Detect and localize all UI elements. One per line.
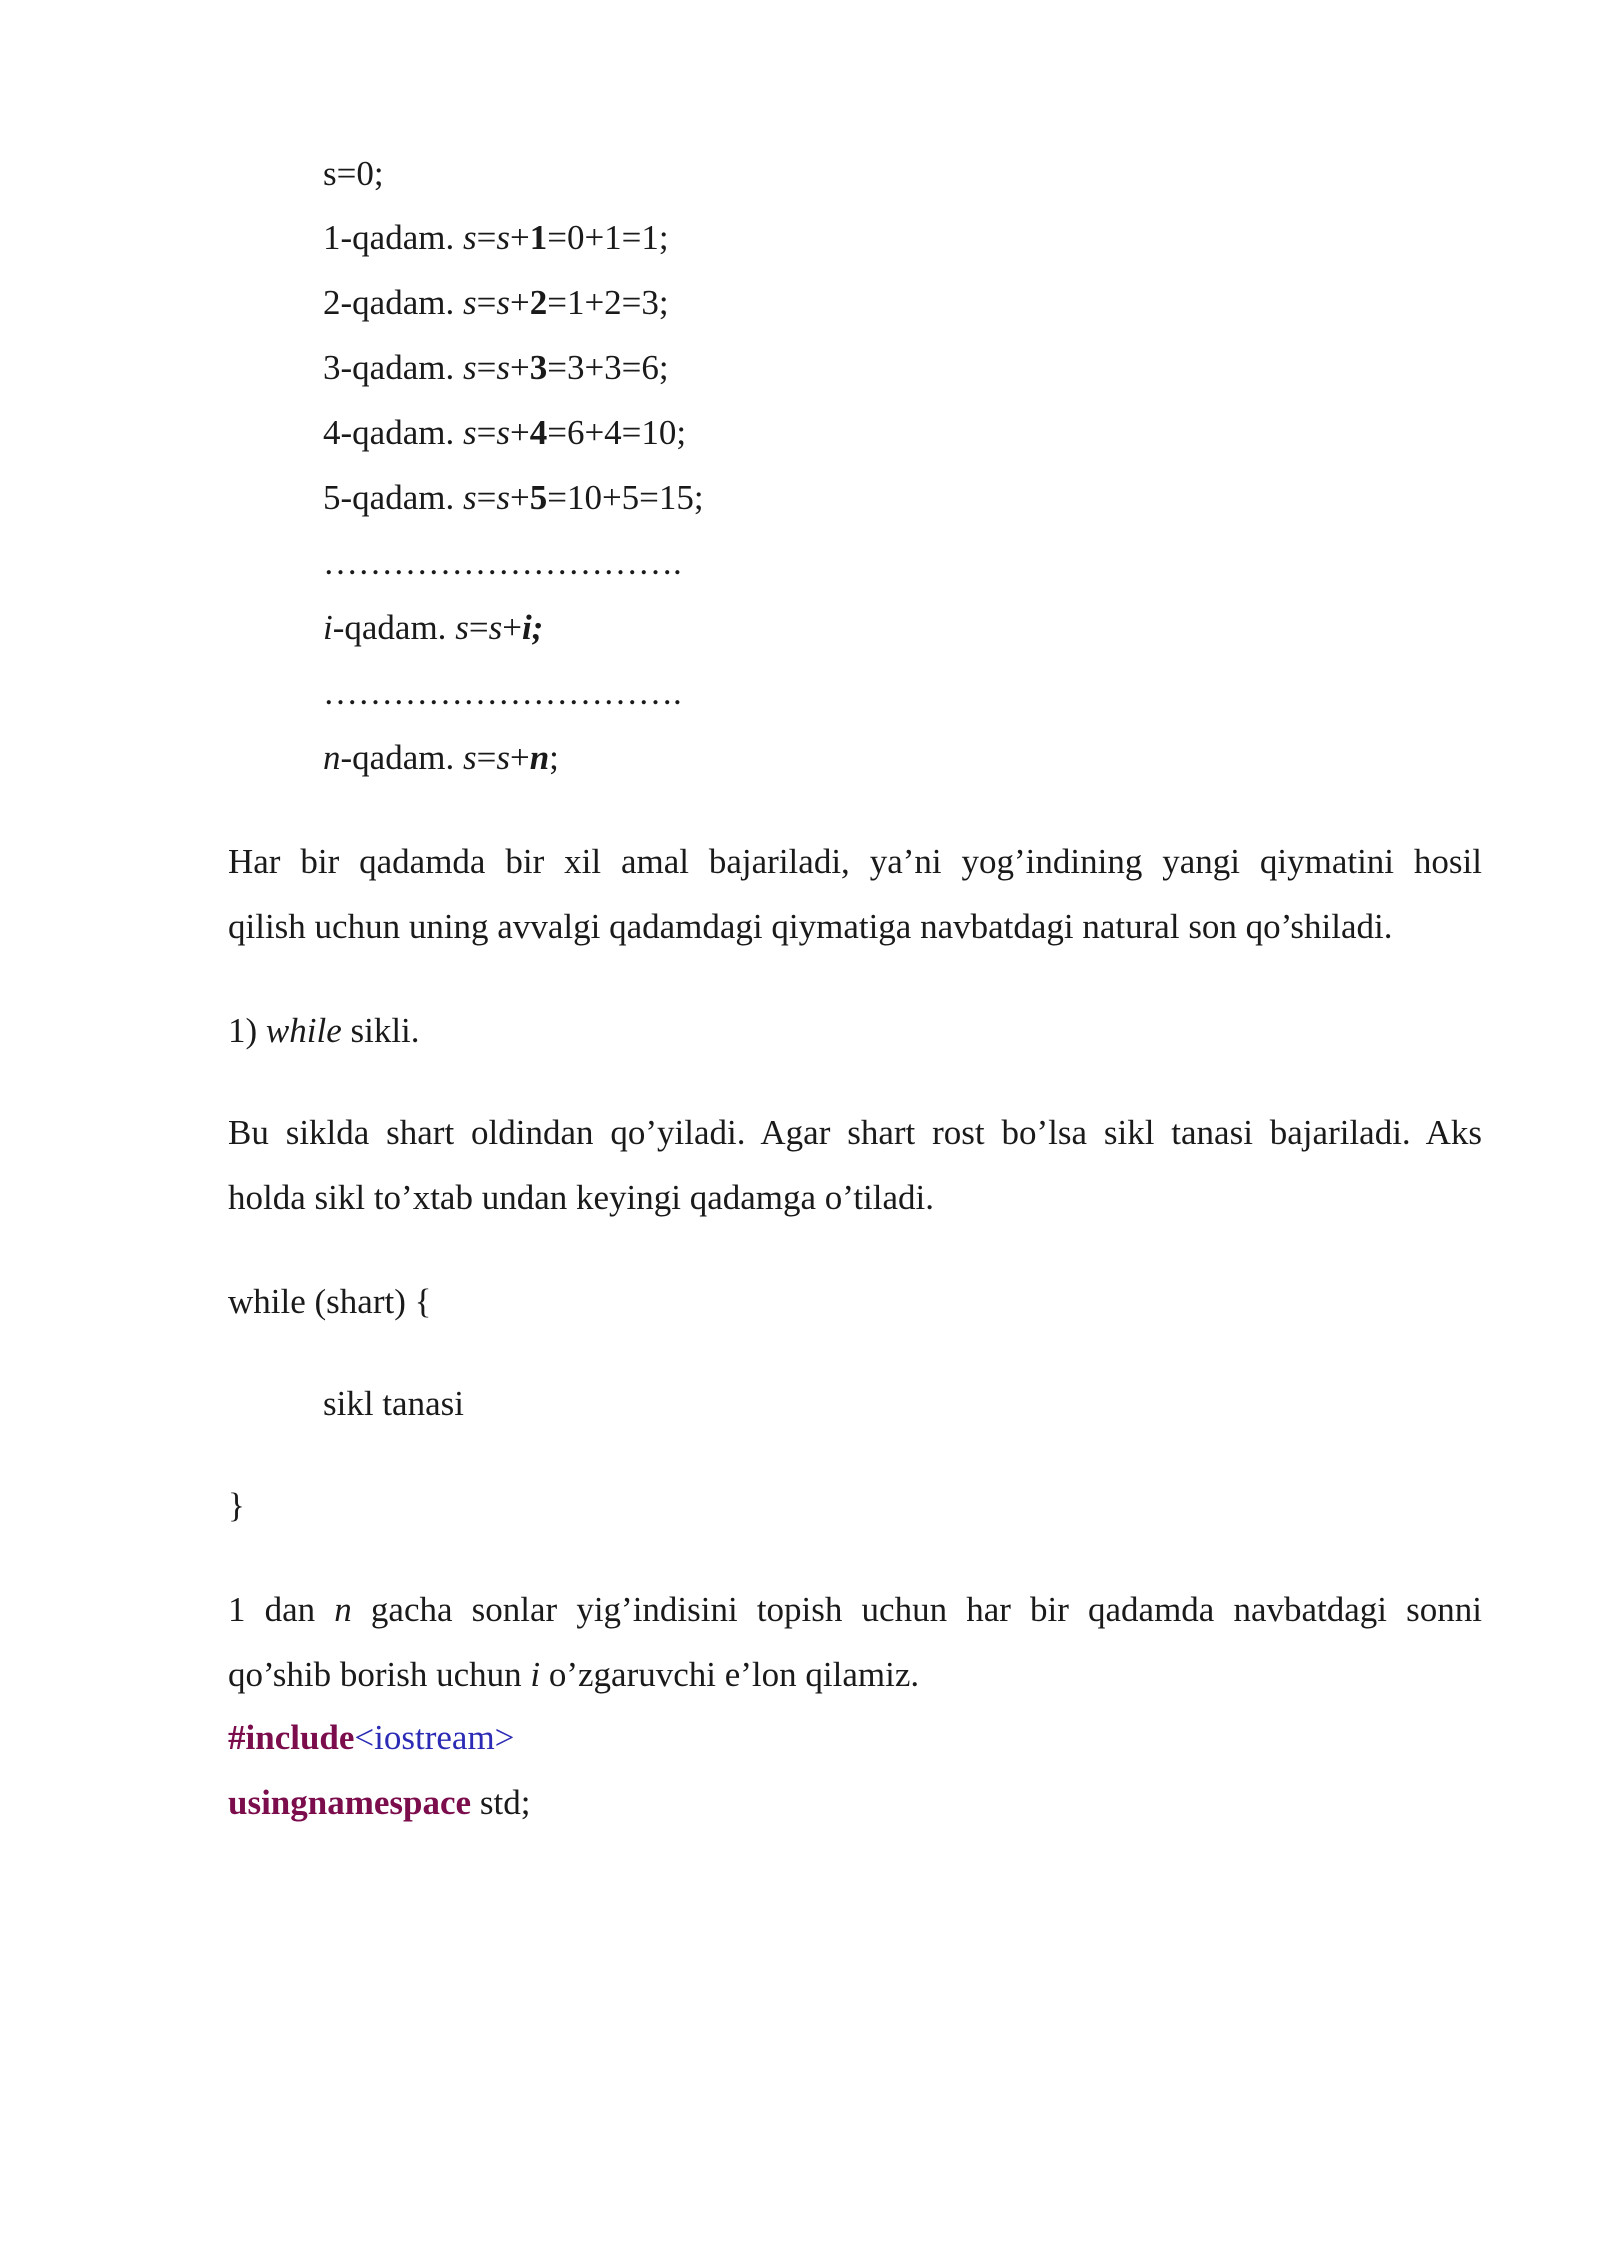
step-row-3 <box>323 346 669 390</box>
paragraph-1-line-2 <box>228 905 1482 949</box>
paragraph-3-line-1 <box>228 1588 1482 1632</box>
var-i: i <box>530 1655 541 1694</box>
syntax-text: } <box>228 1486 245 1525</box>
step-row-5 <box>323 476 704 520</box>
eq-sign: = <box>476 413 497 452</box>
section-keyword: while <box>265 1011 342 1050</box>
step-calc: =3+3=6; <box>547 348 669 387</box>
code-keyword: usingnamespace <box>228 1783 472 1822</box>
paragraph-2-line-2 <box>228 1176 1482 1220</box>
section-title: sikli. <box>341 1011 420 1050</box>
code-include-line <box>228 1716 1482 1760</box>
step-label: -qadam. <box>332 608 456 647</box>
var-n: n <box>323 738 341 777</box>
plus-sign: + <box>509 218 530 257</box>
var-s: s <box>455 608 469 647</box>
step-label: 1-qadam. <box>323 218 463 257</box>
plus-sign: + <box>509 283 530 322</box>
syntax-open <box>228 1280 1482 1324</box>
step-row-4 <box>323 411 686 455</box>
var-i: i <box>323 608 333 647</box>
eq-sign: = <box>476 348 497 387</box>
var-s: s <box>496 348 510 387</box>
var-n: n <box>334 1590 352 1629</box>
step-number: 4 <box>529 413 548 452</box>
plus-sign: + <box>509 738 530 777</box>
ellipsis-text: …………………………. <box>323 543 682 582</box>
var-s: s <box>496 283 510 322</box>
plus-sign: + <box>509 413 530 452</box>
var-i-bold: i; <box>521 608 544 647</box>
step-row-n <box>323 736 559 780</box>
syntax-body <box>323 1382 464 1426</box>
var-s: s <box>462 283 477 322</box>
semicolon: ; <box>549 738 559 777</box>
syntax-text: while (shart) { <box>228 1282 432 1321</box>
paragraph-text: o’zgaruvchi e’lon qilamiz. <box>540 1655 920 1694</box>
var-s: s <box>496 413 510 452</box>
ellipsis-text: …………………………. <box>323 673 682 712</box>
ellipsis-row <box>323 671 682 715</box>
plus-sign: + <box>502 608 522 647</box>
section-heading <box>228 1009 1482 1053</box>
eq-sign: = <box>476 218 497 257</box>
eq-sign: = <box>476 283 497 322</box>
step-row-1 <box>323 216 669 260</box>
paragraph-text: 1 dan <box>228 1590 335 1629</box>
plus-sign: + <box>509 478 530 517</box>
step-number: 3 <box>529 348 548 387</box>
step-calc: =6+4=10; <box>547 413 687 452</box>
step-number: 1 <box>529 218 548 257</box>
step-label: 3-qadam. <box>323 348 463 387</box>
syntax-text: sikl tanasi <box>323 1384 464 1423</box>
paragraph-text: holda sikl to’xtab undan keyingi qadamga o’tiladi. <box>228 1178 935 1217</box>
paragraph-text: qilish uchun uning avvalgi qadamdagi qiymatiga navbatdagi natural son qo’shiladi. <box>228 907 1393 946</box>
step-calc: =1+2=3; <box>547 283 669 322</box>
step-init-text: s=0; <box>323 154 384 193</box>
var-s: s <box>496 478 510 517</box>
step-calc: =10+5=15; <box>547 478 704 517</box>
code-text: std; <box>471 1783 531 1822</box>
code-header: <iostream> <box>354 1718 515 1757</box>
plus-sign: + <box>509 348 530 387</box>
paragraph-1-line-1 <box>228 840 1482 884</box>
step-number: 2 <box>529 283 548 322</box>
step-init <box>323 152 384 196</box>
ellipsis-row <box>323 541 682 585</box>
syntax-close <box>228 1484 1482 1528</box>
var-s: s <box>496 218 510 257</box>
var-s: s <box>462 413 477 452</box>
var-s: s <box>462 218 477 257</box>
paragraph-text: Bu siklda shart oldindan qo’yiladi. Agar shart rost bo’lsa sikl tanasi bajariladi. Aks <box>228 1113 1482 1152</box>
eq-sign: = <box>476 738 497 777</box>
step-row-2 <box>323 281 669 325</box>
var-s: s <box>462 478 477 517</box>
eq-sign: = <box>476 478 497 517</box>
code-using-line <box>228 1781 1482 1825</box>
step-label: -qadam. <box>340 738 463 777</box>
paragraph-text: Har bir qadamda bir xil amal bajariladi, ya’ni yog’indining yangi qiymatini hosil <box>228 842 1482 881</box>
var-s: s <box>496 738 510 777</box>
step-calc: =0+1=1; <box>547 218 669 257</box>
code-keyword: #include <box>228 1718 355 1757</box>
var-s: s <box>462 738 477 777</box>
paragraph-text: qo’shib borish uchun <box>228 1655 531 1694</box>
step-number: 5 <box>529 478 548 517</box>
var-s: s <box>488 608 503 647</box>
section-number: 1) <box>228 1011 266 1050</box>
step-row-i <box>323 606 543 650</box>
var-n-bold: n <box>529 738 550 777</box>
step-label: 5-qadam. <box>323 478 463 517</box>
paragraph-2-line-1 <box>228 1111 1482 1155</box>
paragraph-3-line-2 <box>228 1653 1482 1697</box>
step-label: 4-qadam. <box>323 413 463 452</box>
eq-sign: = <box>468 608 489 647</box>
var-s: s <box>462 348 477 387</box>
step-label: 2-qadam. <box>323 283 463 322</box>
paragraph-text: gacha sonlar yig’indisini topish uchun har bir qadamda navbatdagi sonni <box>351 1590 1482 1629</box>
